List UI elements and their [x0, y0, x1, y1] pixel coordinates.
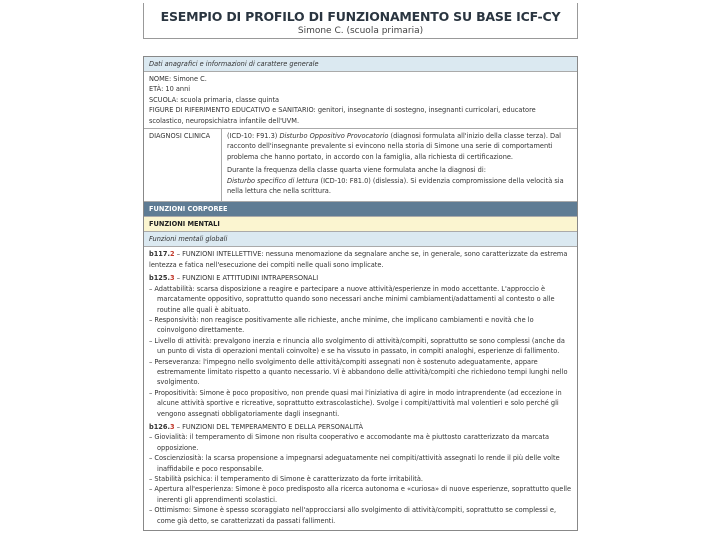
diagnosis-label: DIAGNOSI CLINICA [144, 129, 222, 201]
item-text: : nessuna menomazione da segnalare anche se, in generale, sono caratterizzate da estrema lentezza e fatica nell'esecuzione dei compiti nelle quali sono implicate. [149, 250, 568, 269]
reference-figures-line: FIGURE DI RIFERIMENTO EDUCATIVO e SANITARIO: genitori, insegnante di sostegno, insegnanti curricolari, educatore scolastico, neuropsichiatra infantile dell'UVM. [149, 106, 536, 125]
item-b125 [149, 273, 572, 419]
item-code: b125. [149, 274, 170, 283]
diagnosis-desc: (diagnosi formulata all'inizio della classe terza). Dal racconto dell'insegnante prevalente si evincono nella storia di Simone una serie di comportamenti problema che hanno portato, in accordo con la famiglia, alla richiesta di certificazione. [227, 132, 561, 161]
section-body-functions: FUNZIONI CORPOREE [144, 202, 577, 217]
list-item: – Perseveranza: l'impegno nello svolgimento delle attività/compiti assegnati non è sostenuto adeguatamente, appare estremamente limitato rispetto a quanto necessario. Vi è abbandono delle attività/compiti che richiedono tempi lunghi nello svolgimento. [149, 357, 572, 388]
item-title: – FUNZIONI E ATTITUDINI INTRAPERSONALI [176, 274, 319, 283]
list-item: – Apertura all'esperienza: Simone è poco predisposto alla ricerca autonoma e «curiosa» di nuove esperienze, soprattutto quelle inerenti gli apprendimenti scolastici. [149, 484, 572, 505]
list-item: – Ottimismo: Simone è spesso scoraggiato nell'approcciarsi allo svolgimento di attività/compiti, soprattutto se complessi e, come già detto, se caratterizzati da passati fallimenti. [149, 505, 572, 526]
general-info [144, 72, 577, 129]
item-b117 [149, 249, 572, 270]
diagnosis-code: (ICD-10: F91.3) [227, 132, 278, 141]
item-qualifier: 3 [170, 274, 175, 283]
school-line: SCUOLA: scuola primaria, classe quinta [149, 95, 280, 104]
item-qualifier: 2 [170, 250, 175, 259]
item-code: b117. [149, 250, 170, 259]
diagnosis2-name: Disturbo specifico di lettura [227, 176, 319, 185]
list-item: – Adattabilità: scarsa disposizione a reagire e partecipare a nuove attività/esperienze in modo accettante. L'approccio è marcatamente oppositivo, soprattutto quando sono necessari anche minimi cambiamenti/adattamenti al contesto o alle routine alle quali è abituato. [149, 284, 572, 315]
items [144, 247, 577, 530]
diagnosis2-intro: Durante la frequenza della classe quarta viene formulata anche la diagnosi di: [227, 166, 486, 175]
list-item: – Coscienziosità: la scarsa propensione a impegnarsi adeguatamente nei compiti/attività assegnati lo rende il più delle volte inaffidabile e poco responsabile. [149, 453, 572, 474]
diagnosis-name: Disturbo Oppositivo Provocatorio [279, 132, 389, 141]
diagnosis2-desc: (ICD-10: F81.0) (dislessia). Si evidenzia compromissione della velocità sia nella lettura che nella scrittura. [227, 176, 564, 196]
section-mental-functions: FUNZIONI MENTALI [144, 217, 577, 232]
section-global-mental: Funzioni mentali globali [144, 232, 577, 247]
name-line: NOME: Simone C. [149, 75, 207, 83]
item-qualifier: 3 [170, 422, 175, 431]
item-title: – FUNZIONI DEL TEMPERAMENTO E DELLA PERSONALITÀ [176, 422, 364, 431]
diagnosis-row [144, 129, 577, 202]
diagnosis-text [222, 129, 577, 201]
list-item: – Propositività: Simone è poco propositivo, non prende quasi mai l'iniziativa di agire in modo intraprendente (ad eccezione in alcune attività sportive e ricreative, soprattutto extrascolastiche). Svolge i compiti/attività mal volentieri e solo perché gli vengono assegnati obbligatoriamente dagli insegnanti. [149, 388, 572, 419]
age-line: ETÀ: 10 anni [149, 85, 191, 94]
list-item: – Stabilità psichica: il temperamento di Simone è caratterizzato da forte irritabilità. [149, 474, 572, 484]
title-box [143, 3, 578, 39]
item-b126 [149, 422, 572, 526]
document-title: ESEMPIO DI PROFILO DI FUNZIONAMENTO SU BASE ICF-CY [160, 9, 561, 24]
item-code: b126. [149, 422, 170, 431]
profile-table [143, 56, 578, 531]
general-header: Dati anagrafici e informazioni di carattere generale [144, 57, 577, 72]
document-subtitle: Simone C. (scuola primaria) [297, 26, 424, 36]
list-item: – Livello di attività: prevalgono inerzia e rinuncia allo svolgimento di attività/compiti, soprattutto se sono complessi (anche da un punto di vista di operazioni mentali coinvolte) e se ha vissuto in passato, in compiti analoghi, esperienze di fallimento. [149, 336, 572, 357]
list-item: – Responsività: non reagisce positivamente alle richieste, anche minime, che implicano cambiamenti e novità che lo coinvolgono direttamente. [149, 315, 572, 336]
list-item: – Giovialità: il temperamento di Simone non risulta cooperativo e accomodante ma è piuttosto caratterizzato da marcata opposizione. [149, 432, 572, 453]
item-title: – FUNZIONI INTELLETTIVE [176, 250, 262, 259]
